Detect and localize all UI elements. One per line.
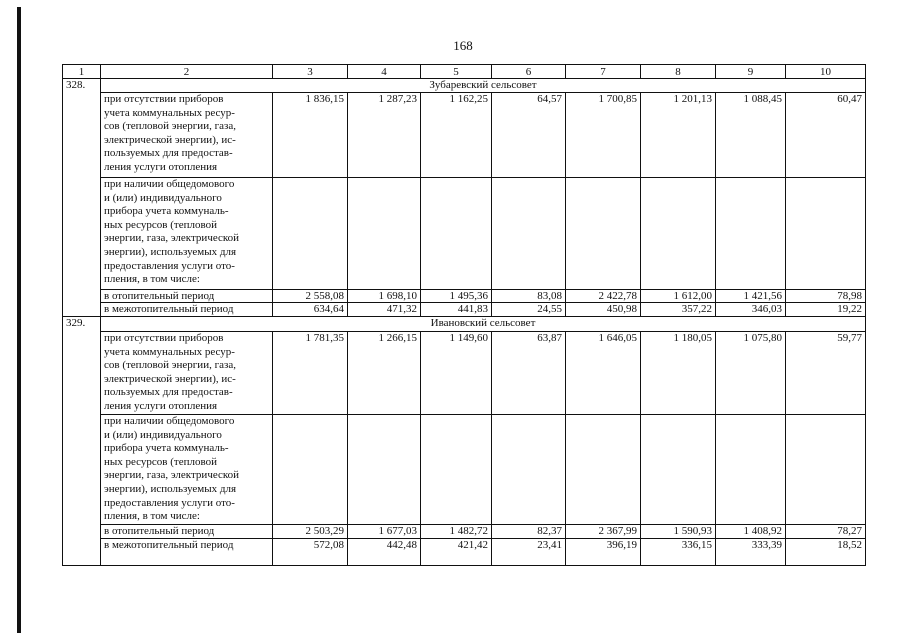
value-cell: 333,39 — [716, 538, 786, 565]
label-line: в отопительный период — [104, 290, 215, 302]
value-cell: 1 612,00 — [641, 290, 716, 303]
value-cell: 1 590,93 — [641, 524, 716, 538]
label-line: ления услуги отопления — [104, 160, 218, 173]
table-row — [63, 538, 866, 565]
value-cell: 1 698,10 — [348, 290, 421, 303]
section-title-row — [63, 79, 866, 93]
value-cell: 60,47 — [786, 93, 866, 178]
label-line: ления услуги отопления — [104, 399, 218, 412]
value-cell: 1 201,13 — [641, 93, 716, 178]
section-title: Ивановский сельсовет — [101, 317, 866, 332]
value-cell: 23,41 — [492, 538, 566, 565]
label-line: пления, в том числе: — [104, 510, 200, 523]
value-cell: 1 162,25 — [421, 93, 492, 178]
row-label — [101, 303, 273, 317]
empty-value-cell — [273, 415, 348, 525]
label-line: ных ресурсов (тепловой — [104, 218, 217, 231]
label-line: при наличии общедомового — [104, 415, 235, 427]
label-line: энергии), используемых для — [104, 245, 237, 258]
value-cell: 2 367,99 — [566, 524, 641, 538]
value-cell: 1 088,45 — [716, 93, 786, 178]
table-row — [63, 178, 866, 290]
label-line: электрической энергии), ис- — [104, 372, 236, 385]
empty-value-cell — [716, 415, 786, 525]
value-cell: 1 149,60 — [421, 332, 492, 415]
value-cell: 1 836,15 — [273, 93, 348, 178]
value-cell: 18,52 — [786, 538, 866, 565]
column-header: 8 — [641, 65, 716, 79]
value-cell: 1 495,36 — [421, 290, 492, 303]
value-cell: 357,22 — [641, 303, 716, 317]
value-cell: 1 482,72 — [421, 524, 492, 538]
value-cell: 83,08 — [492, 290, 566, 303]
value-cell: 24,55 — [492, 303, 566, 317]
row-label — [101, 93, 273, 178]
row-label — [101, 524, 273, 538]
value-cell: 1 700,85 — [566, 93, 641, 178]
row-label — [101, 332, 273, 415]
label-line: пления, в том числе: — [104, 273, 200, 286]
label-line: учета коммунальных ресур- — [104, 106, 235, 119]
table-row — [63, 415, 866, 525]
value-cell: 78,27 — [786, 524, 866, 538]
value-cell: 471,32 — [348, 303, 421, 317]
label-line: энергии, газа, электрической — [104, 469, 240, 482]
label-line: в отопительный период — [104, 524, 215, 537]
empty-value-cell — [566, 415, 641, 525]
value-cell: 346,03 — [716, 303, 786, 317]
value-cell: 442,48 — [348, 538, 421, 565]
label-line: сов (тепловой энергии, газа, — [104, 120, 236, 133]
label-line: при отсутствии приборов — [104, 93, 224, 105]
label-line: пользуемых для предостав- — [104, 386, 233, 399]
section-title: Зубаревский сельсовет — [101, 79, 866, 93]
empty-value-cell — [348, 415, 421, 525]
row-label — [101, 178, 273, 290]
label-line: предоставления услуги ото- — [104, 259, 235, 272]
empty-value-cell — [492, 415, 566, 525]
label-line: учета коммунальных ресур- — [104, 345, 235, 358]
value-cell: 336,15 — [641, 538, 716, 565]
label-line: при отсутствии приборов — [104, 332, 224, 344]
value-cell: 1 180,05 — [641, 332, 716, 415]
label-line: в межотопительный период — [104, 538, 234, 551]
empty-value-cell — [641, 415, 716, 525]
value-cell: 1 781,35 — [273, 332, 348, 415]
value-cell: 1 677,03 — [348, 524, 421, 538]
value-cell: 441,83 — [421, 303, 492, 317]
label-line: при наличии общедомового — [104, 178, 235, 190]
value-cell: 421,42 — [421, 538, 492, 565]
value-cell: 82,37 — [492, 524, 566, 538]
label-line: прибора учета коммуналь- — [104, 442, 229, 455]
value-cell: 1 646,05 — [566, 332, 641, 415]
value-cell: 450,98 — [566, 303, 641, 317]
empty-value-cell — [716, 178, 786, 290]
label-line: и (или) индивидуального — [104, 191, 222, 204]
label-line: в межотопительный период — [104, 303, 234, 315]
empty-value-cell — [421, 178, 492, 290]
empty-value-cell — [492, 178, 566, 290]
value-cell: 1 075,80 — [716, 332, 786, 415]
label-line: прибора учета коммуналь- — [104, 205, 229, 218]
column-number-row — [63, 65, 866, 79]
label-line: сов (тепловой энергии, газа, — [104, 359, 236, 372]
value-cell: 64,57 — [492, 93, 566, 178]
section-title-row — [63, 317, 866, 332]
value-cell: 1 287,23 — [348, 93, 421, 178]
table-row — [63, 524, 866, 538]
value-cell: 59,77 — [786, 332, 866, 415]
empty-value-cell — [566, 178, 641, 290]
empty-value-cell — [786, 178, 866, 290]
label-line: и (или) индивидуального — [104, 428, 222, 441]
section-number: 329. — [63, 317, 101, 566]
column-header: 9 — [716, 65, 786, 79]
table-row — [63, 93, 866, 178]
value-cell: 1 421,56 — [716, 290, 786, 303]
empty-value-cell — [348, 178, 421, 290]
column-header: 5 — [421, 65, 492, 79]
column-header: 10 — [786, 65, 866, 79]
table-row — [63, 332, 866, 415]
value-cell: 2 558,08 — [273, 290, 348, 303]
empty-value-cell — [786, 415, 866, 525]
value-cell: 63,87 — [492, 332, 566, 415]
column-header: 6 — [492, 65, 566, 79]
column-header: 3 — [273, 65, 348, 79]
value-cell: 1 266,15 — [348, 332, 421, 415]
table-row — [63, 303, 866, 317]
row-label — [101, 415, 273, 525]
empty-value-cell — [641, 178, 716, 290]
empty-value-cell — [273, 178, 348, 290]
column-header: 4 — [348, 65, 421, 79]
column-header: 2 — [101, 65, 273, 79]
label-line: электрической энергии), ис- — [104, 133, 236, 146]
empty-value-cell — [421, 415, 492, 525]
row-label — [101, 290, 273, 303]
value-cell: 2 422,78 — [566, 290, 641, 303]
table-row — [63, 290, 866, 303]
label-line: энергии), используемых для — [104, 482, 237, 495]
value-cell: 19,22 — [786, 303, 866, 317]
value-cell: 2 503,29 — [273, 524, 348, 538]
label-line: предоставления услуги ото- — [104, 496, 235, 509]
scan-edge-line — [17, 7, 21, 633]
label-line: ных ресурсов (тепловой — [104, 455, 217, 468]
section-number: 328. — [63, 79, 101, 317]
label-line: пользуемых для предостав- — [104, 147, 233, 160]
value-cell: 1 408,92 — [716, 524, 786, 538]
column-header: 7 — [566, 65, 641, 79]
value-cell: 634,64 — [273, 303, 348, 317]
value-cell: 78,98 — [786, 290, 866, 303]
tariff-table — [62, 64, 866, 566]
page-number: 168 — [453, 38, 473, 53]
label-line: энергии, газа, электрической — [104, 232, 240, 245]
value-cell: 396,19 — [566, 538, 641, 565]
value-cell: 572,08 — [273, 538, 348, 565]
row-label — [101, 538, 273, 565]
column-header: 1 — [63, 65, 101, 79]
